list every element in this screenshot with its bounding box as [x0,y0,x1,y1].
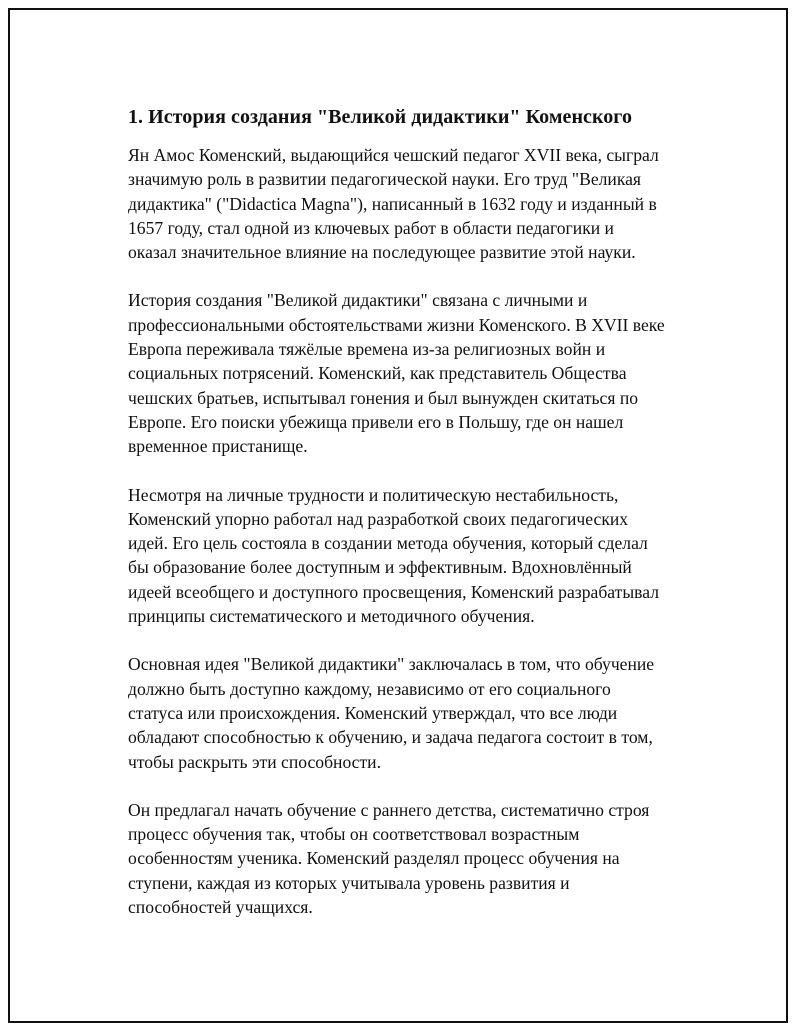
paragraph-1: Ян Амос Коменский, выдающийся чешский педагог XVII века, сыграл значимую роль в развитии педагогической науки. Его труд "Великая дидактика" ("Didactica Magna"), написанный в 1632 году и изданный в 1657 году, стал одной из ключевых работ в области педагогики и оказал значительное влияние на последующее развитие этой науки. [128,145,659,263]
page-frame [8,8,788,1023]
paragraph-4: Основная идея "Великой дидактики" заключалась в том, что обучение должно быть доступно каждому, независимо от его социального статуса или происхождения. Коменский утверждал, что все люди обладают способностью к обучению, и задача педагога состоит в том, чтобы раскрыть эти способности. [128,654,655,772]
paragraph-5: Он предлагал начать обучение с раннего детства, систематично строя процесс обучения так, чтобы он соответствовал возрастным особенностям ученика. Коменский разделял процесс обучения на ступени, каждая из которых учитывала уровень развития и способностей учащихся. [128,799,650,918]
section-heading: 1. История создания "Великой дидактики" Коменского [128,106,632,128]
document-body [128,103,708,943]
paragraph-3: Несмотря на личные трудности и политическую нестабильность, Коменский упорно работал над разработкой своих педагогических идей. Его цель состояла в создании метода обучения, который сделал бы образование более доступным и эффективным. Вдохновлённый идеей всеобщего и доступного просвещения, Коменский разрабатывал принципы систематического и методичного обучения. [128,484,659,627]
paragraph-2: История создания "Великой дидактики" связана с личными и профессиональными обстоятельствами жизни Коменского. В XVII веке Европа переживала тяжёлые времена из-за религиозных войн и социальных потрясений. Коменский, как представитель Общества чешских братьев, испытывал гонения и был вынужден скитаться по Европе. Его поиски убежища привели его в Польшу, где он нашел временное пристанище. [128,290,665,457]
